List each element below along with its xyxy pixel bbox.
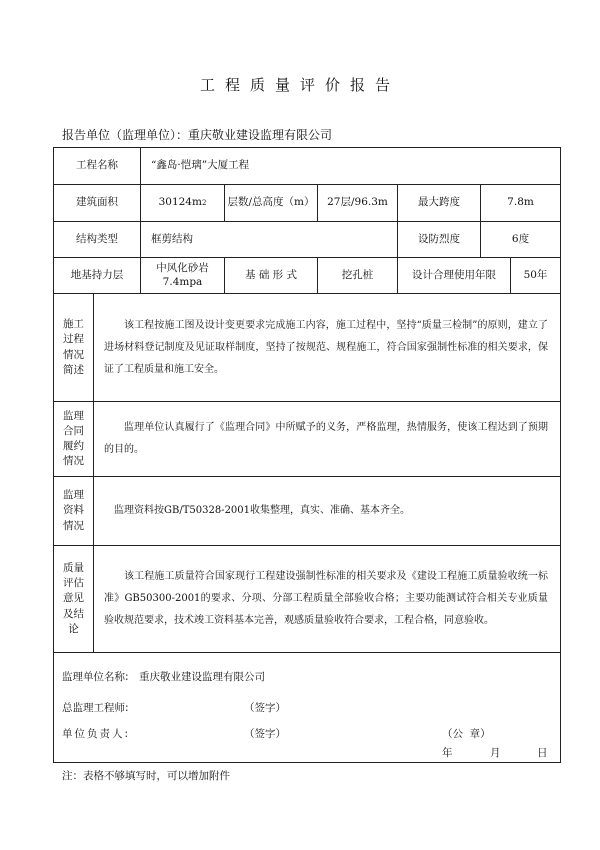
design-life-value: 50年 [523,268,548,281]
evaluation-form [53,147,561,763]
section-contract-label [54,402,94,476]
row-structure [54,222,560,258]
seismic-value: 6度 [511,232,530,245]
section-contract-label-text: 监理合同履约情况 [63,409,84,468]
section-construction-label-text: 施工过程情况简述 [63,318,84,376]
section-conclusion-label-text: 质量评估意见及结论 [63,561,84,635]
span-label: 最大跨度 [398,185,481,221]
section-contract-performance [54,402,560,477]
bearing-value-line1: 中风化砂岩 [156,262,209,275]
floors-label: 层数/总高度（m） [225,185,318,221]
area-value-text: 30124m [158,196,202,209]
section-docs-label [54,477,94,545]
report-title: 工程质量评价报告 [199,76,400,94]
structure-value: 框剪结构 [141,222,398,257]
supervision-unit-label: 监理单位名称: [62,671,129,683]
design-life-label: 设计合理使用年限 [398,258,511,293]
span-value: 7.8m [507,196,534,209]
floors-value: 27层/96.3m [318,185,398,221]
bearing-value [141,258,225,293]
section-docs-label-text: 监理资料情况 [63,489,84,532]
section-quality-conclusion [54,546,560,653]
foundation-label: 基 础 形 式 [225,258,318,293]
area-value [141,185,225,221]
project-name-label: 工程名称 [54,148,141,184]
row-bearing [54,258,560,294]
chief-engineer-signature: （签字） [244,702,286,714]
structure-label: 结构类型 [54,222,141,257]
footnote: 注：表格不够填写时，可以增加附件 [62,770,230,782]
section-construction-label [54,294,94,401]
date-month: 月 [490,747,501,759]
section-docs-text: 监理资料按GB/T50328-2001收集整理，真实、准确、基本齐全。 [114,505,411,516]
section-conclusion-label [54,546,94,652]
chief-engineer-label: 总监理工程师: [62,702,129,714]
bearing-label: 地基持力层 [54,258,141,293]
row-area [54,185,560,222]
foundation-value: 挖孔桩 [318,258,398,293]
area-unit-sup: 2 [201,198,207,207]
row-project-name [54,148,560,185]
area-label: 建筑面积 [54,185,141,221]
project-name-value: “鑫岛·恺璃”大厦工程 [151,159,250,172]
section-conclusion-text: 该工程施工质量符合国家现行工程建设强制性标准的相关要求及《建设工程施工质量验收统一标准》GB50300-2001的要求、分项、分部工程质量全部验收合格；主要功能测试符合相关专业质量验收规范要求，技术竣工资料基本完善，观感质量验收符合要求，工程合格，同意验收。 [104,571,548,626]
section-contract-text: 监理单位认真履行了《监理合同》中所赋予的义务，严格监理，热情服务，使该工程达到了预期的目的。 [104,422,548,455]
section-supervision-docs [54,477,560,546]
unit-head-label: 单位负责人: [62,728,131,740]
official-seal: （公 章） [442,728,491,740]
seismic-label: 设防烈度 [398,222,481,257]
bearing-value-line2: 7.4mpa [162,275,203,288]
date-year: 年 [442,747,453,759]
unit-head-signature: （签字） [244,728,286,740]
supervision-unit-value: 重庆敬业建设监理有限公司 [139,671,265,683]
section-construction-process [54,294,560,402]
section-construction-text: 该工程按施工图及设计变更要求完成施工内容，施工过程中，坚持“质量三检制”的原则，建立了进场材料登记制度及见证取样制度，坚持了按规范、规程施工，符合国家强制性标准的相关要求，保证了工程质量和施工安全。 [104,319,548,375]
reporter-line: 报告单位（监理单位）：重庆敬业建设监理有限公司 [62,128,333,142]
date-day: 日 [537,747,548,759]
